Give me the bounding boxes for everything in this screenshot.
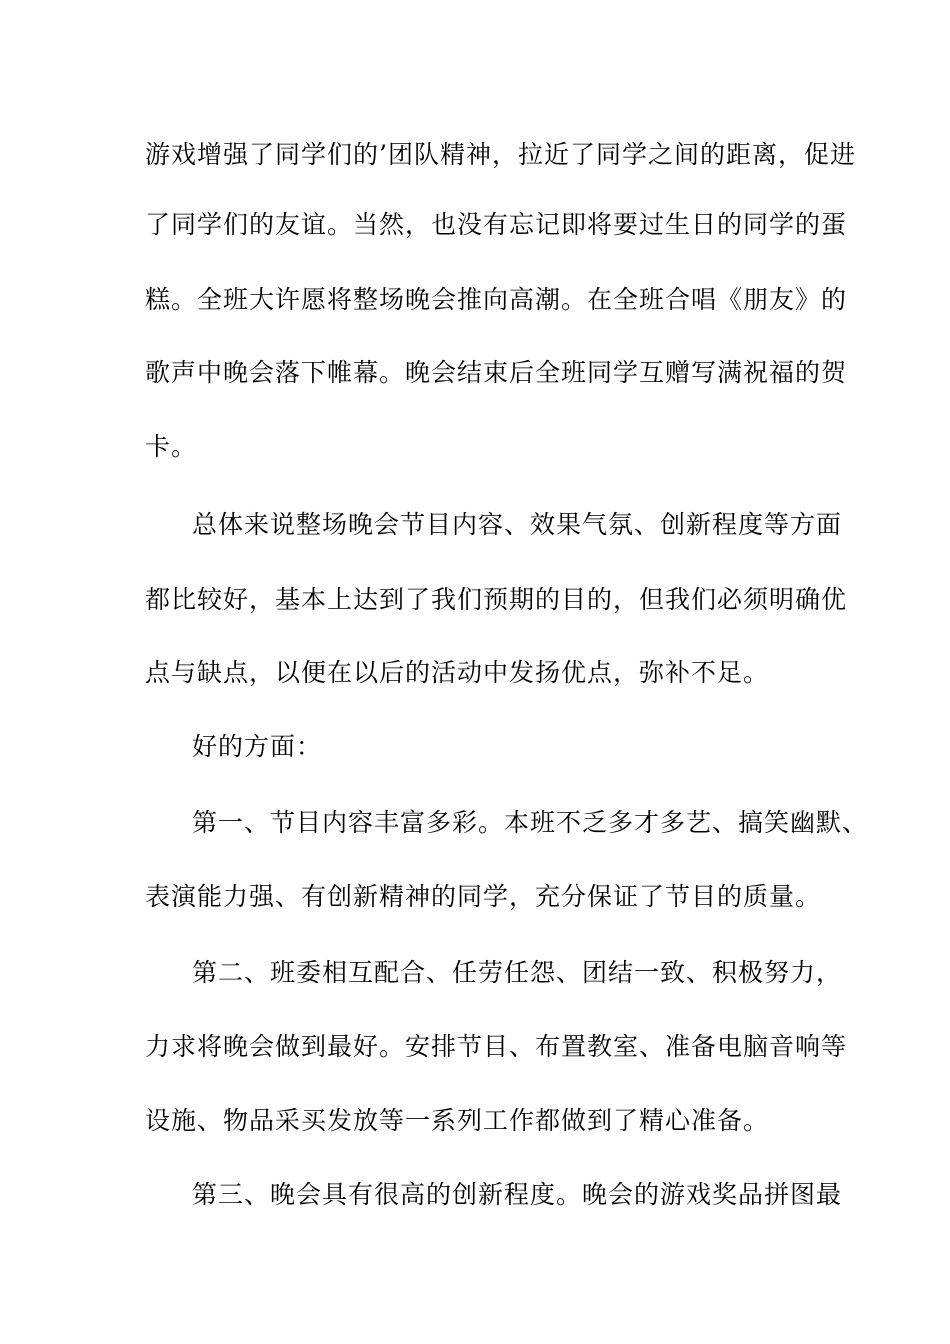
paragraph-first-line: 第三、晚会具有很高的创新程度。晚会的游戏奖品拼图最 xyxy=(192,1180,843,1209)
paragraph-first-line: 总体来说整场晚会节目内容、效果气氛、创新程度等方面 xyxy=(192,510,843,539)
text-line: 糕。全班大许愿将整场晚会推向高潮。在全班合唱《朋友》的 xyxy=(145,285,848,314)
text-line: 表演能力强、有创新精神的同学，充分保证了节目的质量。 xyxy=(145,882,822,911)
section-heading: 好的方面： xyxy=(192,732,323,761)
text-line: 设施、物品采买发放等一系列工作都做到了精心准备。 xyxy=(145,1106,770,1135)
text-line: 都比较好，基本上达到了我们预期的目的，但我们必须明确优 xyxy=(145,585,848,614)
paragraph-first-line: 第一、节目内容丰富多彩。本班不乏多才多艺、搞笑幽默、 xyxy=(192,808,869,837)
text-line: 力求将晚会做到最好。安排节目、布置教室、准备电脑音响等 xyxy=(145,1032,848,1061)
text-line: 游戏增强了同学们的’团队精神，拉近了同学之间的距离，促进 xyxy=(145,140,856,169)
text-line: 卡。 xyxy=(145,432,198,461)
paragraph-first-line: 第二、班委相互配合、任劳任怨、团结一致、积极努力， xyxy=(192,958,843,987)
text-line: 了同学们的友谊。当然，也没有忘记即将要过生日的同学的蛋 xyxy=(145,210,848,239)
text-line: 点与缺点，以便在以后的活动中发扬优点，弥补不足。 xyxy=(145,658,770,687)
text-line: 歌声中晚会落下帷幕。晚会结束后全班同学互赠写满祝福的贺 xyxy=(145,358,848,387)
